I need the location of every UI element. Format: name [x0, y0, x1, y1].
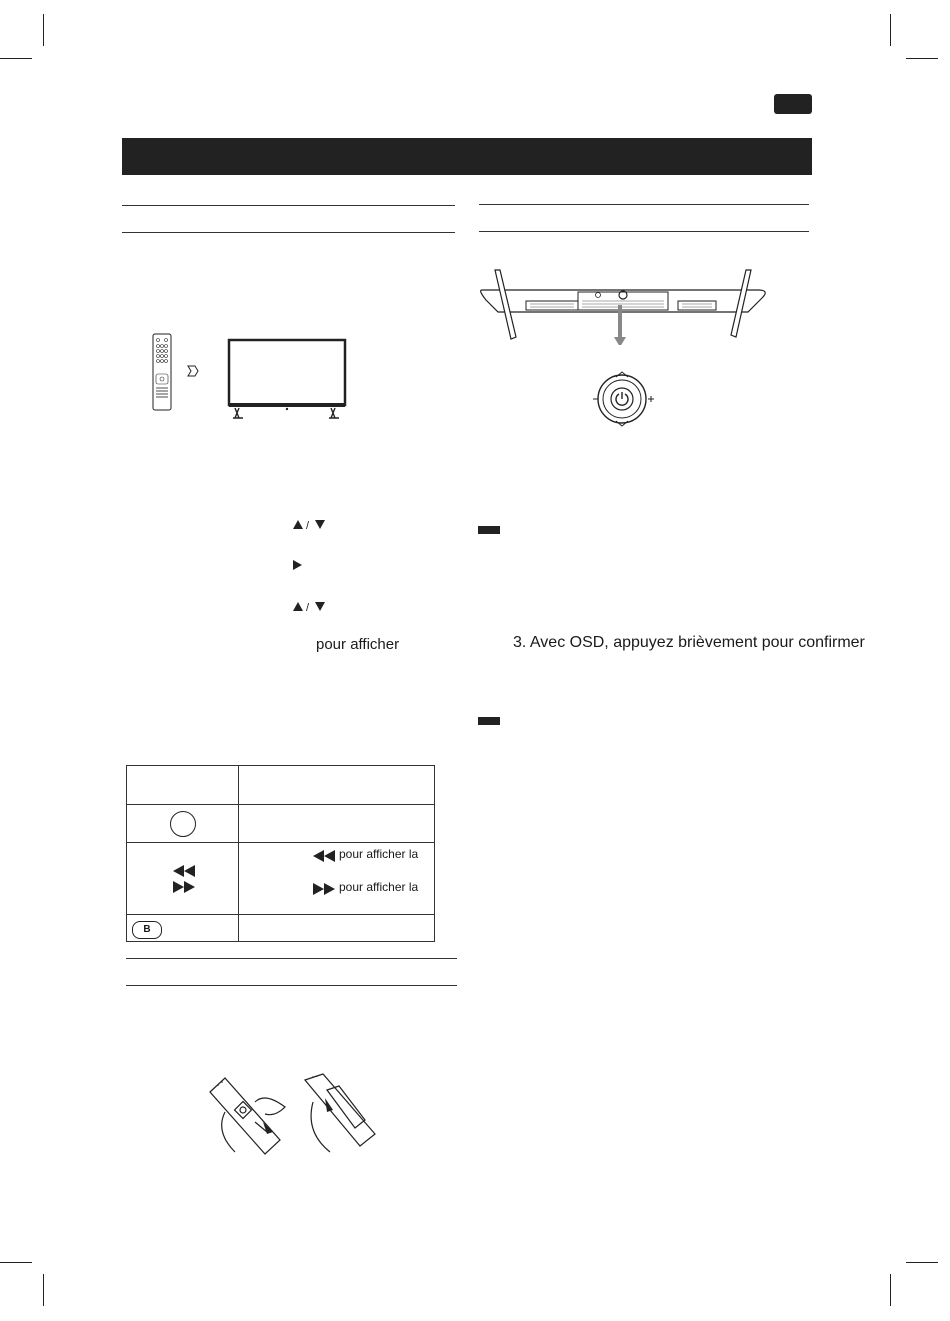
forward-description: pour afficher la	[339, 880, 419, 894]
button-function-table	[126, 765, 435, 942]
rewind-description: pour afficher la	[339, 847, 419, 861]
pour-afficher-text: pour afficher	[316, 636, 400, 653]
remote-tv-illustration	[148, 330, 353, 420]
section-header-bar	[122, 138, 812, 175]
up-down-arrows-icon	[292, 518, 328, 530]
tv-bottom-view-illustration	[478, 265, 770, 345]
up-down-arrows-icon	[292, 600, 328, 612]
battery-insertion-illustration	[205, 1072, 385, 1157]
svg-text:/: /	[306, 602, 310, 612]
fast-forward-icon	[173, 881, 195, 893]
b-button-label: B	[143, 924, 151, 935]
table-row	[127, 766, 434, 805]
crop-mark	[890, 14, 891, 46]
b-button-icon	[132, 921, 162, 939]
left-heading-rule-bottom	[122, 232, 455, 233]
joystick-power-button	[590, 367, 658, 431]
battery-heading-rule-bottom	[126, 985, 457, 986]
right-heading-rule-bottom	[479, 231, 809, 232]
fast-forward-icon	[313, 883, 335, 895]
crop-mark	[43, 1274, 44, 1306]
crop-mark	[0, 58, 32, 59]
crop-mark	[890, 1274, 891, 1306]
right-heading-rule-top	[479, 204, 809, 205]
rewind-icon	[173, 865, 195, 877]
crop-mark	[906, 58, 938, 59]
note-marker	[478, 717, 500, 725]
osd-confirm-step: 3. Avec OSD, appuyez brièvement pour confirmer	[513, 634, 865, 651]
left-heading-rule-top	[122, 205, 455, 206]
rewind-icon	[313, 850, 335, 862]
svg-text:/: /	[306, 520, 310, 530]
battery-heading-rule-top	[126, 958, 457, 959]
right-arrow-icon	[292, 559, 304, 571]
crop-mark	[0, 1262, 32, 1263]
crop-mark	[906, 1262, 938, 1263]
note-marker	[478, 526, 500, 534]
crop-mark	[43, 14, 44, 46]
circle-button-icon	[170, 811, 196, 837]
language-tab	[774, 94, 812, 114]
